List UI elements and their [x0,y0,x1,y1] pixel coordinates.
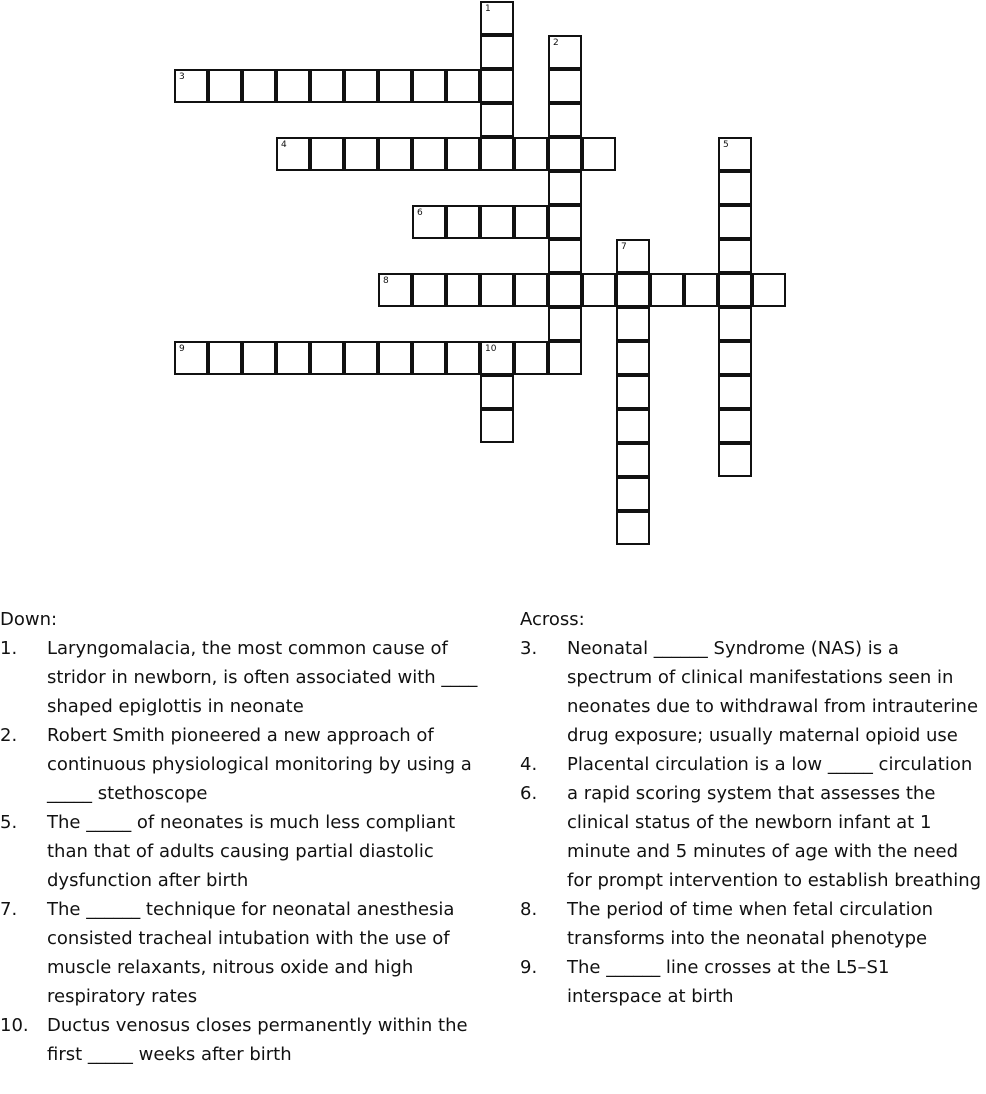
clue-text: Placental circulation is a low _____ circulation [567,754,973,775]
across-clues [520,605,986,1011]
crossword-cell[interactable] [548,239,582,273]
crossword-cell[interactable] [718,307,752,341]
clue-text: Ductus venosus closes permanently within the first _____ weeks after birth [47,1015,468,1065]
crossword-cell[interactable] [616,307,650,341]
crossword-cell[interactable] [548,205,582,239]
crossword-cell[interactable] [514,205,548,239]
cell-number: 3 [179,72,185,82]
crossword-cell[interactable] [616,375,650,409]
crossword-cell[interactable] [446,205,480,239]
cell-number: 4 [281,140,287,150]
cell-number: 8 [383,276,389,286]
crossword-cell[interactable] [718,171,752,205]
down-clue-1 [0,634,490,721]
crossword-cell[interactable] [480,273,514,307]
crossword-cell[interactable] [616,341,650,375]
down-heading: Down: [0,609,58,630]
crossword-cell[interactable] [548,35,582,69]
crossword-cell[interactable] [276,341,310,375]
crossword-cell[interactable] [378,341,412,375]
crossword-cell[interactable] [480,409,514,443]
crossword-cell[interactable] [276,69,310,103]
clue-text: The _____ of neonates is much less compliant than that of adults causing partial diastolic dysfunction after birth [47,812,456,891]
clue-number: 4. [520,754,538,775]
crossword-cell[interactable] [616,477,650,511]
crossword-cell[interactable] [616,273,650,307]
clue-number: 8. [520,899,538,920]
crossword-cell[interactable] [480,35,514,69]
clue-number: 10. [0,1015,29,1036]
cell-number: 2 [553,38,559,48]
crossword-cell[interactable] [616,511,650,545]
down-clue-10 [0,1011,490,1069]
across-clue-8 [520,895,986,953]
across-clue-3 [520,634,986,750]
crossword-cell[interactable] [412,137,446,171]
clue-number: 1. [0,638,18,659]
crossword-cell[interactable] [718,137,752,171]
crossword-cell[interactable] [446,137,480,171]
clue-text: The ______ line crosses at the L5–S1 interspace at birth [567,957,890,1007]
crossword-cell[interactable] [310,137,344,171]
crossword-cell[interactable] [582,137,616,171]
across-heading: Across: [520,609,585,630]
crossword-cell[interactable] [650,273,684,307]
crossword-cell[interactable] [310,69,344,103]
down-clue-2 [0,721,490,808]
crossword-cell[interactable] [718,375,752,409]
clue-text: Robert Smith pioneered a new approach of continuous physiological monitoring by using a _____ stethoscope [47,725,472,804]
down-clue-5 [0,808,490,895]
clue-text: Laryngomalacia, the most common cause of stridor in newborn, is often associated with ____ shaped epiglottis in neonate [47,638,478,717]
crossword-cell[interactable] [344,69,378,103]
clue-number: 7. [0,899,18,920]
crossword-cell[interactable] [548,103,582,137]
clue-number: 9. [520,957,538,978]
clue-number: 5. [0,812,18,833]
crossword-cell[interactable] [412,69,446,103]
crossword-cell[interactable] [378,69,412,103]
cell-number: 9 [179,344,185,354]
clue-number: 3. [520,638,538,659]
crossword-cell[interactable] [310,341,344,375]
crossword-cell[interactable] [412,273,446,307]
crossword-cell[interactable] [718,205,752,239]
crossword-cell[interactable] [480,341,514,375]
crossword-cell[interactable] [208,341,242,375]
crossword-cell[interactable] [480,375,514,409]
crossword-cell[interactable] [616,443,650,477]
crossword-cell[interactable] [446,341,480,375]
clue-text: a rapid scoring system that assesses the clinical status of the newborn infant at 1 minute and 5 minutes of age with the need for prompt intervention to establish breathing [567,783,982,891]
crossword-cell[interactable] [718,443,752,477]
cell-number: 1 [485,4,491,14]
crossword-cell[interactable] [174,69,208,103]
crossword-cell[interactable] [174,341,208,375]
crossword-cell[interactable] [514,137,548,171]
crossword-cell[interactable] [582,273,616,307]
crossword-cell[interactable] [344,137,378,171]
crossword-cell[interactable] [548,171,582,205]
crossword-cell[interactable] [480,205,514,239]
crossword-cell[interactable] [344,341,378,375]
clue-text: The period of time when fetal circulation transforms into the neonatal phenotype [567,899,933,949]
crossword-cell[interactable] [378,273,412,307]
crossword-cell[interactable] [548,273,582,307]
crossword-cell[interactable] [514,341,548,375]
crossword-cell[interactable] [752,273,786,307]
down-clues [0,605,490,1069]
crossword-cell[interactable] [446,273,480,307]
clue-text: The ______ technique for neonatal anesthesia consisted tracheal intubation with the use of muscle relaxants, nitrous oxide and high respiratory rates [47,899,455,1007]
across-clue-6 [520,779,986,895]
clue-text: Neonatal ______ Syndrome (NAS) is a spectrum of clinical manifestations seen in neonates due to withdrawal from intrauterine drug exposure; usually maternal opioid use [567,638,979,746]
crossword-cell[interactable] [480,69,514,103]
crossword-cell[interactable] [276,137,310,171]
clue-number: 6. [520,783,538,804]
crossword-cell[interactable] [718,273,752,307]
crossword-cell[interactable] [242,69,276,103]
cell-number: 7 [621,242,627,252]
crossword-cell[interactable] [548,341,582,375]
crossword-cell[interactable] [718,409,752,443]
cell-number: 5 [723,140,729,150]
crossword-cell[interactable] [548,307,582,341]
cell-number: 6 [417,208,423,218]
crossword-cell[interactable] [446,69,480,103]
crossword-cell[interactable] [480,137,514,171]
crossword-cell[interactable] [208,69,242,103]
across-clue-4 [520,750,986,779]
crossword-cell[interactable] [412,341,446,375]
crossword-cell[interactable] [718,239,752,273]
down-clue-7 [0,895,490,1011]
crossword-cell[interactable] [412,205,446,239]
crossword-cell[interactable] [242,341,276,375]
crossword-cell[interactable] [616,409,650,443]
crossword-cell[interactable] [480,1,514,35]
crossword-cell[interactable] [378,137,412,171]
crossword-cell[interactable] [480,103,514,137]
across-clue-9 [520,953,986,1011]
crossword-cell[interactable] [718,341,752,375]
crossword-cell[interactable] [548,137,582,171]
crossword-cell[interactable] [548,69,582,103]
clue-number: 2. [0,725,18,746]
crossword-cell[interactable] [684,273,718,307]
crossword-cell[interactable] [514,273,548,307]
cell-number: 10 [485,344,497,354]
crossword-cell[interactable] [616,239,650,273]
